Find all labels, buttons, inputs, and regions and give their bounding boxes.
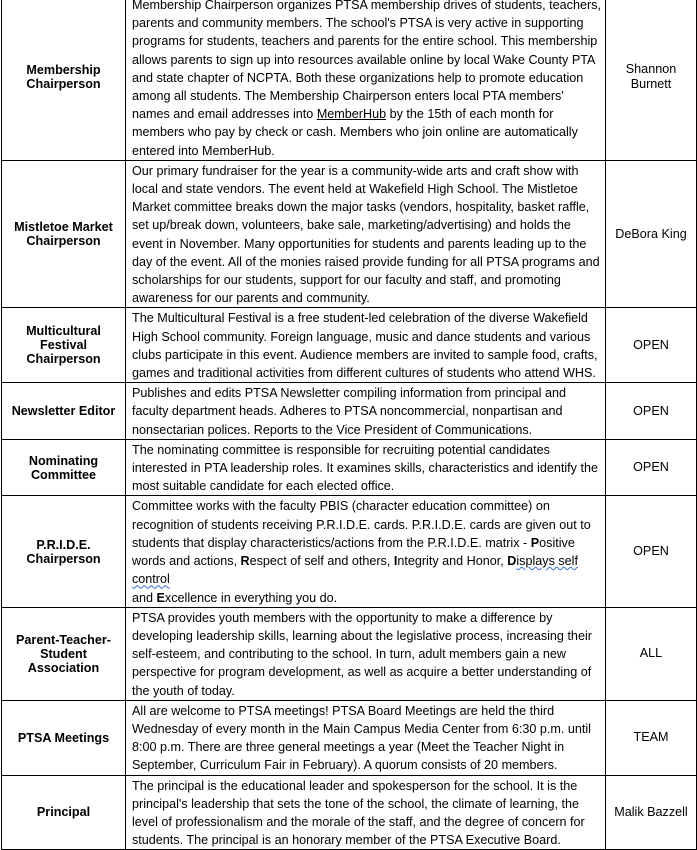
role-cell: PTSA Meetings <box>2 700 126 775</box>
person-cell: Malik Bazzell <box>606 775 697 850</box>
description-cell: Publishes and edits PTSA Newsletter compiling information from principal and faculty department heads. Adheres to PTSA noncommercial, nonpartisan and nonsectarian polices. Reports to the Vice President of Communications. <box>126 383 606 440</box>
role-cell: P.R.I.D.E. Chairperson <box>2 496 126 607</box>
committee-roles-table <box>1 0 697 850</box>
table-row <box>2 496 697 607</box>
table-row <box>2 383 697 440</box>
description-cell: The nominating committee is responsible for recruiting potential candidates interested in PTA leadership roles. It examines skills, characteristics and identify the most suitable candidate for each elected office. <box>126 439 606 496</box>
role-cell: Multicultural Festival Chairperson <box>2 308 126 383</box>
person-cell: Shannon Burnett <box>606 0 697 160</box>
description-cell: The principal is the educational leader and spokesperson for the school. It is the principal's leadership that sets the tone of the school, the climate of learning, the level of professionalism and the morale of the staff, and the degree of concern for students. The principal is an honorary member of the PTSA Executive Board. <box>126 775 606 850</box>
person-cell: OPEN <box>606 383 697 440</box>
description-cell: The Multicultural Festival is a free student-led celebration of the diverse Wakefield High School community. Foreign language, music and dance students and various clubs participate in this event. Audience members are invited to sample food, crafts, games and traditional activities from different cultures of students who attend WHS. <box>126 308 606 383</box>
role-cell: Principal <box>2 775 126 850</box>
table-row <box>2 775 697 850</box>
person-cell: OPEN <box>606 496 697 607</box>
role-cell: Parent-Teacher-Student Association <box>2 607 126 700</box>
description-cell: PTSA provides youth members with the opportunity to make a difference by developing leadership skills, learning about the legislative process, increasing their self-esteem, and contributing to the school. In turn, adult members gain a new perspective for program development, as well as acquire a better understanding of the youth of today. <box>126 607 606 700</box>
person-cell: DeBora King <box>606 160 697 308</box>
table-row <box>2 607 697 700</box>
person-cell: OPEN <box>606 308 697 383</box>
table-row <box>2 0 697 160</box>
description-cell: Committee works with the faculty PBIS (character education committee) on recognition of students receiving P.R.I.D.E. cards. P.R.I.D.E. cards are given out to students that display characteristics/actions from the P.R.I.D.E. matrix - Positive words and actions, Respect of self and others, Integrity and Honor, Displays self control and Excellence in everything you do. <box>126 496 606 607</box>
table-row <box>2 308 697 383</box>
description-cell: Our primary fundraiser for the year is a community-wide arts and craft show with local and state vendors. The event held at Wakefield High School. The Mistletoe Market committee breaks down the major tasks (vendors, hospitality, basket raffle, set up/break down, volunteers, bake sale, marketing/advertising) and holds the event in November. Many opportunities for students and parents leading up to the day of the event. All of the monies raised provide funding for all PTSA programs and scholarships for our students, support for our faculty and staff, and promoting awareness for our parents and community. <box>126 160 606 308</box>
table-row <box>2 439 697 496</box>
role-cell: Mistletoe Market Chairperson <box>2 160 126 308</box>
role-cell: Newsletter Editor <box>2 383 126 440</box>
person-cell: OPEN <box>606 439 697 496</box>
memberhub-link[interactable]: MemberHub <box>316 107 387 122</box>
description-cell: All are welcome to PTSA meetings! PTSA Board Meetings are held the third Wednesday of every month in the Main Campus Media Center from 6:30 p.m. until 8:00 p.m. There are three general meetings a year (Meet the Teacher Night in September, Curriculum Fair in February). A quorum consists of 20 members. <box>126 700 606 775</box>
description-cell: Membership Chairperson organizes PTSA membership drives of students, teachers, parents and community members. The school's PTSA is very active in supporting programs for students, teachers and parents for the entire school. This membership allows parents to sign up into resources available online by local Wake County PTA and state chapter of NCPTA. Both these organizations help to promote education among all students. The Membership Chairperson enters local PTA members' names and email addresses into MemberHub by the 15th of each month for members who pay by check or cash. Members who join online are automatically entered into MemberHub. <box>126 0 606 160</box>
role-cell: Membership Chairperson <box>2 0 126 160</box>
role-cell: Nominating Committee <box>2 439 126 496</box>
person-cell: ALL <box>606 607 697 700</box>
table-row <box>2 700 697 775</box>
person-cell: TEAM <box>606 700 697 775</box>
table-row <box>2 160 697 308</box>
